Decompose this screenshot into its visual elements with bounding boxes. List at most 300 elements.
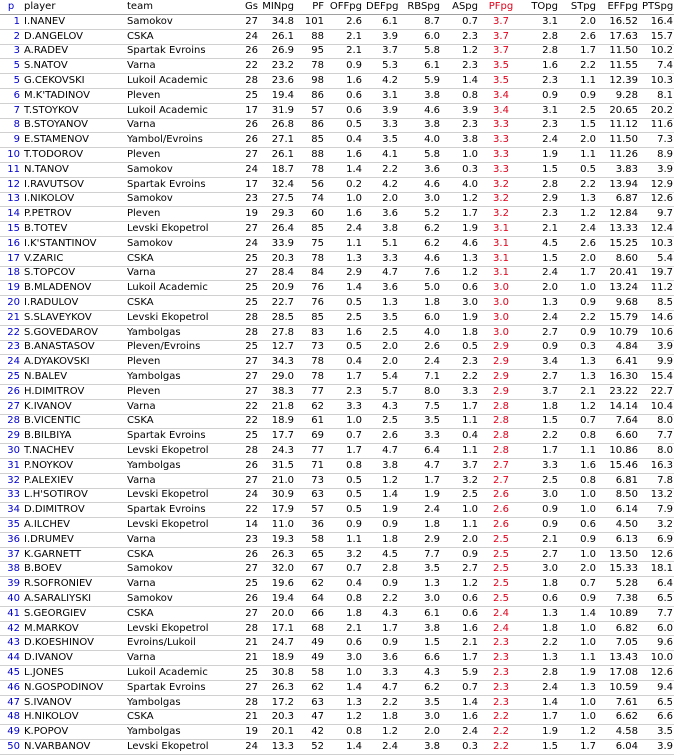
cell-player[interactable]: T.NACHEV (22, 444, 125, 459)
cell-player[interactable]: T.STOYKOV (22, 103, 125, 118)
cell-player[interactable]: N.VARBANOV (22, 740, 125, 755)
column-header-p[interactable]: p (0, 0, 22, 15)
cell-player[interactable]: B.BILBIYA (22, 429, 125, 444)
cell-rbspg: 2.0 (400, 725, 442, 740)
cell-p: 47 (0, 695, 22, 710)
cell-minpg: 34.8 (260, 15, 296, 30)
column-header-team[interactable]: team (125, 0, 232, 15)
table-row (0, 651, 674, 666)
cell-player[interactable]: L.JONES (22, 666, 125, 681)
cell-gs: 22 (232, 414, 260, 429)
cell-minpg: 26.8 (260, 118, 296, 133)
cell-defpg: 2.0 (364, 192, 400, 207)
cell-team: Yambolgas (125, 458, 232, 473)
cell-pf: 60 (296, 207, 326, 222)
table-row (0, 740, 674, 755)
cell-pfpg: 2.6 (480, 518, 522, 533)
cell-p: 18 (0, 266, 22, 281)
cell-team: CSKA (125, 251, 232, 266)
cell-ptspg: 10.2 (640, 44, 674, 59)
cell-stpg: 0.9 (560, 88, 598, 103)
cell-rbspg: 1.8 (400, 296, 442, 311)
cell-player[interactable]: K.POPOV (22, 725, 125, 740)
cell-defpg: 3.3 (364, 251, 400, 266)
cell-rbspg: 4.6 (400, 103, 442, 118)
cell-ptspg: 10.4 (640, 399, 674, 414)
cell-player[interactable]: S.TOPCOV (22, 266, 125, 281)
cell-pf: 88 (296, 148, 326, 163)
table-row (0, 74, 674, 89)
cell-aspg: 2.3 (442, 29, 480, 44)
cell-aspg: 0.3 (442, 740, 480, 755)
cell-topg: 1.5 (522, 414, 560, 429)
cell-minpg: 18.7 (260, 162, 296, 177)
table-row (0, 118, 674, 133)
cell-minpg: 33.9 (260, 236, 296, 251)
cell-player[interactable]: D.KOESHINOV (22, 636, 125, 651)
cell-aspg: 0.3 (442, 162, 480, 177)
cell-pfpg: 2.8 (480, 429, 522, 444)
cell-player[interactable]: P.PETROV (22, 207, 125, 222)
cell-player[interactable]: L.H'SOTIROV (22, 488, 125, 503)
cell-pfpg: 2.5 (480, 592, 522, 607)
cell-minpg: 18.9 (260, 414, 296, 429)
table-row (0, 133, 674, 148)
cell-pf: 78 (296, 370, 326, 385)
column-header-gs[interactable]: Gs (232, 0, 260, 15)
cell-pfpg: 2.9 (480, 355, 522, 370)
cell-offpg: 0.8 (326, 725, 364, 740)
cell-minpg: 22.7 (260, 296, 296, 311)
cell-team: Varna (125, 118, 232, 133)
cell-minpg: 30.8 (260, 666, 296, 681)
cell-effpg: 6.04 (598, 740, 640, 755)
cell-team: Yambolgas (125, 370, 232, 385)
cell-topg: 1.5 (522, 740, 560, 755)
cell-player[interactable]: K.IVANOV (22, 399, 125, 414)
cell-p: 41 (0, 606, 22, 621)
cell-pf: 61 (296, 414, 326, 429)
cell-minpg: 26.4 (260, 222, 296, 237)
cell-topg: 1.9 (522, 148, 560, 163)
cell-gs: 21 (232, 651, 260, 666)
column-header-aspg[interactable]: ASpg (442, 0, 480, 15)
cell-stpg: 0.5 (560, 162, 598, 177)
cell-rbspg: 7.6 (400, 266, 442, 281)
cell-effpg: 4.50 (598, 518, 640, 533)
cell-rbspg: 3.8 (400, 118, 442, 133)
cell-offpg: 2.1 (326, 44, 364, 59)
cell-minpg: 32.4 (260, 177, 296, 192)
column-header-rbspg[interactable]: RBSpg (400, 0, 442, 15)
cell-aspg: 1.6 (442, 710, 480, 725)
cell-player[interactable]: H.DIMITROV (22, 384, 125, 399)
cell-effpg: 15.33 (598, 562, 640, 577)
cell-pfpg: 2.3 (480, 651, 522, 666)
cell-offpg: 1.7 (326, 444, 364, 459)
column-header-pf[interactable]: PF (296, 0, 326, 15)
cell-ptspg: 12.6 (640, 666, 674, 681)
cell-aspg: 1.4 (442, 695, 480, 710)
header-row (0, 0, 674, 15)
cell-player[interactable]: K.GARNETT (22, 547, 125, 562)
column-header-minpg[interactable]: MINpg (260, 0, 296, 15)
cell-rbspg: 3.8 (400, 88, 442, 103)
cell-effpg: 9.28 (598, 88, 640, 103)
cell-player[interactable]: P.NOYKOV (22, 458, 125, 473)
cell-gs: 14 (232, 518, 260, 533)
cell-stpg: 1.3 (560, 192, 598, 207)
cell-offpg: 1.6 (326, 74, 364, 89)
cell-p: 46 (0, 680, 22, 695)
cell-player[interactable]: V.ZARIC (22, 251, 125, 266)
cell-team: Yambol/Evroins (125, 133, 232, 148)
cell-minpg: 38.3 (260, 384, 296, 399)
column-header-topg[interactable]: TOpg (522, 0, 560, 15)
cell-player[interactable]: P.ALEXIEV (22, 473, 125, 488)
cell-pfpg: 3.0 (480, 310, 522, 325)
cell-pf: 78 (296, 355, 326, 370)
cell-team: Spartak Evroins (125, 429, 232, 444)
column-header-ptspg[interactable]: PTSpg (640, 0, 674, 15)
cell-rbspg: 5.0 (400, 281, 442, 296)
cell-gs: 24 (232, 740, 260, 755)
cell-pfpg: 3.3 (480, 133, 522, 148)
cell-stpg: 1.0 (560, 636, 598, 651)
cell-pf: 86 (296, 118, 326, 133)
cell-minpg: 26.3 (260, 547, 296, 562)
cell-pf: 77 (296, 444, 326, 459)
cell-stpg: 1.0 (560, 695, 598, 710)
cell-stpg: 1.1 (560, 74, 598, 89)
cell-ptspg: 12.6 (640, 547, 674, 562)
cell-stpg: 2.0 (560, 562, 598, 577)
cell-minpg: 27.1 (260, 133, 296, 148)
cell-player[interactable]: H.NIKOLOV (22, 710, 125, 725)
cell-team: CSKA (125, 606, 232, 621)
cell-team: Levski Ekopetrol (125, 444, 232, 459)
cell-ptspg: 8.0 (640, 444, 674, 459)
cell-defpg: 3.5 (364, 310, 400, 325)
column-header-stpg[interactable]: STpg (560, 0, 598, 15)
cell-aspg: 1.9 (442, 310, 480, 325)
table-row (0, 695, 674, 710)
cell-ptspg: 12.4 (640, 222, 674, 237)
cell-pfpg: 2.6 (480, 488, 522, 503)
cell-aspg: 1.6 (442, 621, 480, 636)
cell-aspg: 1.1 (442, 444, 480, 459)
cell-stpg: 0.6 (560, 518, 598, 533)
cell-defpg: 3.9 (364, 29, 400, 44)
cell-stpg: 2.5 (560, 103, 598, 118)
cell-p: 2 (0, 29, 22, 44)
cell-defpg: 1.8 (364, 710, 400, 725)
cell-effpg: 5.28 (598, 577, 640, 592)
cell-ptspg: 11.6 (640, 118, 674, 133)
cell-aspg: 0.7 (442, 680, 480, 695)
cell-aspg: 0.6 (442, 281, 480, 296)
cell-player[interactable]: B.BOEV (22, 562, 125, 577)
cell-p: 16 (0, 236, 22, 251)
cell-team: Lukoil Academic (125, 74, 232, 89)
cell-team: Samokov (125, 592, 232, 607)
cell-pfpg: 3.7 (480, 15, 522, 30)
cell-player[interactable]: B.TOTEV (22, 222, 125, 237)
cell-p: 32 (0, 473, 22, 488)
cell-team: Samokov (125, 162, 232, 177)
cell-p: 11 (0, 162, 22, 177)
cell-topg: 2.2 (522, 429, 560, 444)
cell-topg: 1.8 (522, 621, 560, 636)
cell-defpg: 5.3 (364, 59, 400, 74)
cell-rbspg: 5.2 (400, 207, 442, 222)
cell-gs: 26 (232, 133, 260, 148)
cell-pfpg: 2.3 (480, 636, 522, 651)
cell-offpg: 2.5 (326, 310, 364, 325)
cell-team: Levski Ekopetrol (125, 222, 232, 237)
cell-pfpg: 3.3 (480, 118, 522, 133)
cell-ptspg: 6.5 (640, 695, 674, 710)
cell-player[interactable]: I.NIKOLOV (22, 192, 125, 207)
cell-player[interactable]: S.GOVEDAROV (22, 325, 125, 340)
cell-team: Spartak Evroins (125, 503, 232, 518)
cell-player[interactable]: I.DRUMEV (22, 532, 125, 547)
cell-topg: 1.8 (522, 399, 560, 414)
cell-ptspg: 8.9 (640, 148, 674, 163)
cell-pf: 66 (296, 606, 326, 621)
cell-rbspg: 6.4 (400, 444, 442, 459)
cell-player[interactable]: G.CEKOVSKI (22, 74, 125, 89)
cell-pf: 52 (296, 740, 326, 755)
cell-team: Pleven (125, 148, 232, 163)
cell-p: 39 (0, 577, 22, 592)
cell-p: 36 (0, 532, 22, 547)
cell-defpg: 4.2 (364, 177, 400, 192)
cell-pfpg: 3.2 (480, 207, 522, 222)
cell-topg: 1.5 (522, 162, 560, 177)
cell-player[interactable]: A.RADEV (22, 44, 125, 59)
cell-p: 26 (0, 384, 22, 399)
cell-minpg: 26.1 (260, 29, 296, 44)
cell-offpg: 3.3 (326, 399, 364, 414)
cell-effpg: 11.50 (598, 133, 640, 148)
cell-p: 25 (0, 370, 22, 385)
cell-gs: 17 (232, 103, 260, 118)
cell-player[interactable]: S.IVANOV (22, 695, 125, 710)
cell-effpg: 15.25 (598, 236, 640, 251)
table-row (0, 340, 674, 355)
cell-aspg: 1.7 (442, 651, 480, 666)
cell-player[interactable]: S.GEORGIEV (22, 606, 125, 621)
column-header-effpg[interactable]: EFFpg (598, 0, 640, 15)
cell-stpg: 2.2 (560, 59, 598, 74)
cell-player[interactable]: I.RADULOV (22, 296, 125, 311)
cell-player[interactable]: S.SLAVEYKOV (22, 310, 125, 325)
cell-player[interactable]: I.K'STANTINOV (22, 236, 125, 251)
cell-aspg: 1.3 (442, 251, 480, 266)
cell-gs: 27 (232, 473, 260, 488)
column-header-defpg[interactable]: DEFpg (364, 0, 400, 15)
cell-offpg: 1.8 (326, 606, 364, 621)
cell-team: Spartak Evroins (125, 680, 232, 695)
cell-topg: 0.9 (522, 340, 560, 355)
cell-pf: 49 (296, 636, 326, 651)
cell-player[interactable]: M.MARKOV (22, 621, 125, 636)
cell-aspg: 1.7 (442, 399, 480, 414)
cell-player[interactable]: D.DIMITROV (22, 503, 125, 518)
cell-topg: 2.8 (522, 177, 560, 192)
cell-p: 38 (0, 562, 22, 577)
cell-rbspg: 5.8 (400, 148, 442, 163)
cell-ptspg: 3.2 (640, 518, 674, 533)
cell-defpg: 3.6 (364, 281, 400, 296)
cell-p: 6 (0, 88, 22, 103)
cell-team: Spartak Evroins (125, 44, 232, 59)
cell-offpg: 1.0 (326, 192, 364, 207)
cell-effpg: 7.38 (598, 592, 640, 607)
cell-player[interactable]: B.MLADENOV (22, 281, 125, 296)
cell-player[interactable]: M.K'TADINOV (22, 88, 125, 103)
cell-defpg: 3.3 (364, 666, 400, 681)
cell-rbspg: 3.0 (400, 592, 442, 607)
cell-stpg: 1.0 (560, 503, 598, 518)
column-header-player[interactable]: player (22, 0, 125, 15)
cell-effpg: 13.94 (598, 177, 640, 192)
cell-offpg: 0.9 (326, 518, 364, 533)
cell-pf: 101 (296, 15, 326, 30)
cell-topg: 2.1 (522, 222, 560, 237)
cell-offpg: 0.7 (326, 429, 364, 444)
cell-p: 45 (0, 666, 22, 681)
cell-minpg: 20.1 (260, 725, 296, 740)
cell-gs: 26 (232, 592, 260, 607)
cell-minpg: 20.0 (260, 606, 296, 621)
cell-pf: 71 (296, 458, 326, 473)
cell-gs: 28 (232, 444, 260, 459)
cell-player[interactable]: B.ANASTASOV (22, 340, 125, 355)
table-row (0, 562, 674, 577)
cell-aspg: 3.2 (442, 473, 480, 488)
table-row (0, 547, 674, 562)
cell-pfpg: 2.2 (480, 710, 522, 725)
cell-pfpg: 3.2 (480, 192, 522, 207)
cell-gs: 23 (232, 532, 260, 547)
cell-player[interactable]: T.TODOROV (22, 148, 125, 163)
cell-player[interactable]: R.SOFRONIEV (22, 577, 125, 592)
cell-topg: 1.9 (522, 725, 560, 740)
cell-rbspg: 4.6 (400, 177, 442, 192)
cell-gs: 28 (232, 325, 260, 340)
table-row (0, 148, 674, 163)
cell-player[interactable]: D.ANGELOV (22, 29, 125, 44)
cell-defpg: 0.9 (364, 577, 400, 592)
cell-aspg: 2.4 (442, 725, 480, 740)
cell-stpg: 0.7 (560, 577, 598, 592)
cell-effpg: 8.50 (598, 488, 640, 503)
cell-defpg: 2.2 (364, 592, 400, 607)
cell-p: 1 (0, 15, 22, 30)
cell-player[interactable]: N.BALEV (22, 370, 125, 385)
cell-minpg: 12.7 (260, 340, 296, 355)
cell-defpg: 3.6 (364, 651, 400, 666)
cell-gs: 28 (232, 621, 260, 636)
cell-pf: 78 (296, 251, 326, 266)
cell-p: 21 (0, 310, 22, 325)
cell-p: 9 (0, 133, 22, 148)
cell-player[interactable]: B.STOYANOV (22, 118, 125, 133)
cell-gs: 27 (232, 266, 260, 281)
table-row (0, 281, 674, 296)
cell-ptspg: 16.3 (640, 458, 674, 473)
table-row (0, 592, 674, 607)
cell-stpg: 1.4 (560, 606, 598, 621)
cell-minpg: 11.0 (260, 518, 296, 533)
cell-offpg: 1.3 (326, 695, 364, 710)
cell-player[interactable]: N.GOSPODINOV (22, 680, 125, 695)
cell-pf: 63 (296, 488, 326, 503)
cell-minpg: 29.3 (260, 207, 296, 222)
cell-aspg: 3.8 (442, 133, 480, 148)
cell-player[interactable]: B.VICENTIC (22, 414, 125, 429)
cell-gs: 27 (232, 355, 260, 370)
cell-minpg: 27.5 (260, 192, 296, 207)
cell-player[interactable]: I.RAVUTSOV (22, 177, 125, 192)
cell-rbspg: 1.7 (400, 473, 442, 488)
cell-ptspg: 18.1 (640, 562, 674, 577)
cell-player[interactable]: A.DYAKOVSKI (22, 355, 125, 370)
cell-stpg: 2.4 (560, 222, 598, 237)
cell-aspg: 1.1 (442, 414, 480, 429)
cell-player[interactable]: E.STAMENOV (22, 133, 125, 148)
cell-ptspg: 12.9 (640, 177, 674, 192)
cell-rbspg: 3.6 (400, 162, 442, 177)
cell-defpg: 2.2 (364, 162, 400, 177)
cell-minpg: 19.3 (260, 532, 296, 547)
cell-gs: 28 (232, 695, 260, 710)
cell-stpg: 0.3 (560, 340, 598, 355)
cell-minpg: 32.0 (260, 562, 296, 577)
column-header-pfpg[interactable]: PFpg (480, 0, 522, 15)
cell-pfpg: 2.6 (480, 503, 522, 518)
cell-player[interactable]: S.NATOV (22, 59, 125, 74)
cell-rbspg: 1.9 (400, 488, 442, 503)
cell-gs: 27 (232, 680, 260, 695)
cell-aspg: 1.2 (442, 44, 480, 59)
cell-pfpg: 3.5 (480, 59, 522, 74)
cell-topg: 0.9 (522, 88, 560, 103)
cell-pf: 49 (296, 651, 326, 666)
cell-player[interactable]: N.TANOV (22, 162, 125, 177)
cell-p: 29 (0, 429, 22, 444)
cell-player[interactable]: I.NANEV (22, 15, 125, 30)
cell-ptspg: 10.0 (640, 651, 674, 666)
cell-ptspg: 8.5 (640, 296, 674, 311)
cell-offpg: 2.6 (326, 15, 364, 30)
table-row (0, 29, 674, 44)
column-header-offpg[interactable]: OFFpg (326, 0, 364, 15)
cell-effpg: 9.68 (598, 296, 640, 311)
cell-player[interactable]: A.ILCHEV (22, 518, 125, 533)
cell-minpg: 31.9 (260, 103, 296, 118)
cell-minpg: 28.5 (260, 310, 296, 325)
cell-defpg: 5.7 (364, 384, 400, 399)
cell-offpg: 1.6 (326, 207, 364, 222)
cell-defpg: 3.8 (364, 222, 400, 237)
cell-player[interactable]: D.IVANOV (22, 651, 125, 666)
table-row (0, 266, 674, 281)
cell-player[interactable]: A.SARALIYSKI (22, 592, 125, 607)
cell-topg: 2.3 (522, 207, 560, 222)
